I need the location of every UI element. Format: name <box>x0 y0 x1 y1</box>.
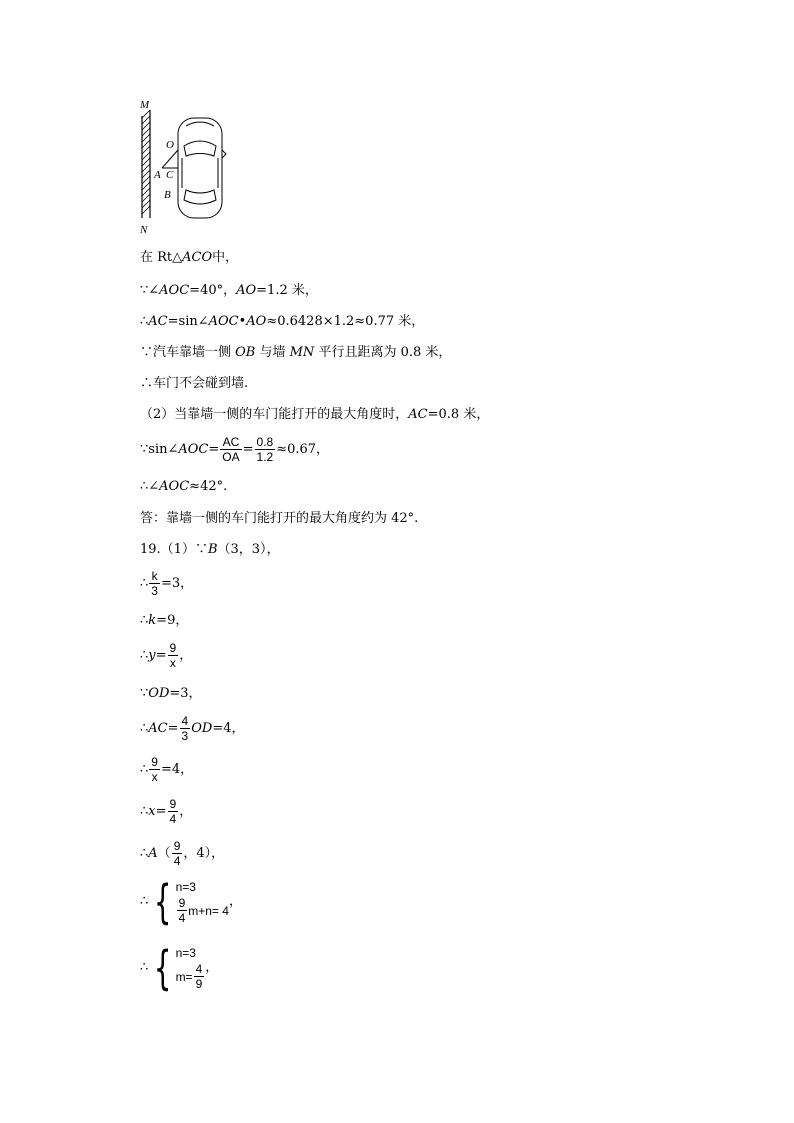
text: =1.2 米， <box>256 283 318 298</box>
system-rows <box>176 878 229 925</box>
text: ∴车门不会碰到墙. <box>140 376 249 391</box>
fraction <box>168 797 179 826</box>
system-row <box>176 962 206 991</box>
text: ∵汽车靠墙一侧 <box>140 345 236 360</box>
line-9 <box>140 510 418 528</box>
text: ∵sin∠ <box>140 442 179 457</box>
denominator: 4 <box>173 854 181 868</box>
fraction <box>194 962 205 991</box>
label-C: C <box>166 169 174 181</box>
var: AOC <box>178 442 209 457</box>
denominator: 1.2 <box>256 450 274 464</box>
text: （3，3） <box>217 542 267 557</box>
text: ∴ <box>140 893 149 909</box>
text: ， <box>211 846 225 861</box>
line-8 <box>140 478 227 496</box>
line-3 <box>140 313 424 331</box>
line-6 <box>140 406 489 424</box>
line-1 <box>140 249 238 267</box>
fraction <box>255 435 276 464</box>
denominator: 4 <box>169 812 177 826</box>
text: ∴ <box>140 762 149 777</box>
numerator: 9 <box>151 755 158 769</box>
text: ， <box>266 542 280 557</box>
denominator: x <box>169 656 176 670</box>
line-10 <box>140 541 280 559</box>
text: 平行且距离为 0.8 米， <box>314 345 452 360</box>
system-row <box>176 896 229 925</box>
text: ， <box>179 648 193 663</box>
label-B: B <box>164 189 171 201</box>
text: = <box>208 442 220 457</box>
text: ∵ <box>140 686 149 701</box>
text: 在 Rt△ <box>140 250 183 265</box>
text: ，4） <box>183 846 212 861</box>
text: ， <box>228 893 242 909</box>
text: =4， <box>212 721 245 736</box>
text: ∴ <box>140 314 149 329</box>
line-20 <box>140 940 219 995</box>
text: m+n= 4 <box>188 903 229 918</box>
text: ∵∠ <box>140 283 160 298</box>
numerator: AC <box>220 435 241 450</box>
equation-system-2 <box>140 940 219 995</box>
line-5 <box>140 375 248 393</box>
text: （2）当靠墙一侧的车门能打开的最大角度时， <box>140 407 409 422</box>
text: = <box>242 442 254 457</box>
text: 中， <box>212 250 239 265</box>
numerator: 9 <box>173 839 181 853</box>
var: k <box>148 613 157 628</box>
denominator: OA <box>222 450 240 464</box>
fraction <box>220 435 241 464</box>
line-18 <box>140 836 224 872</box>
var: ACO <box>182 250 213 265</box>
numerator: 0.8 <box>256 435 274 449</box>
text: = <box>155 804 167 819</box>
var: AO <box>236 283 257 298</box>
numerator: 9 <box>178 896 186 910</box>
brace-icon: { <box>154 874 172 929</box>
var: OD <box>148 686 170 701</box>
text: ， <box>179 804 193 819</box>
text: = <box>155 648 167 663</box>
line-13 <box>140 638 192 674</box>
denominator: 4 <box>178 911 186 925</box>
numerator: k <box>149 569 160 584</box>
text: m= <box>175 969 193 984</box>
numerator: 9 <box>169 641 177 655</box>
line-17 <box>140 794 192 830</box>
text: =40°， <box>189 283 237 298</box>
line-11 <box>140 566 193 602</box>
text: ∴ <box>140 804 149 819</box>
denominator: 3 <box>181 729 189 743</box>
label-A: A <box>154 169 161 181</box>
numerator: 4 <box>181 714 189 728</box>
line-4 <box>140 344 451 362</box>
text: =3， <box>169 686 202 701</box>
line-2 <box>140 282 318 300</box>
var: AO <box>246 314 267 329</box>
label-O: O <box>166 139 174 151</box>
text: ≈42°. <box>189 479 228 494</box>
text: ， <box>205 959 219 975</box>
fraction <box>180 714 191 743</box>
denominator: 9 <box>195 977 203 991</box>
denominator: x <box>151 770 158 784</box>
text: ∴ <box>140 648 149 663</box>
var: B <box>207 542 218 557</box>
text: ≈0.6428×1.2≈0.77 米， <box>266 314 425 329</box>
label-M: M <box>140 99 150 111</box>
var: A <box>148 846 158 861</box>
wall-hatch <box>142 110 150 218</box>
line-12 <box>140 612 188 630</box>
text: =sin∠ <box>167 314 209 329</box>
var: AC <box>408 407 428 422</box>
text: ∴ <box>140 576 149 591</box>
numerator: 4 <box>195 962 203 976</box>
line-19 <box>140 874 242 929</box>
var: AOC <box>159 283 190 298</box>
line-15 <box>140 711 244 747</box>
system-row: n=3 <box>175 880 196 894</box>
text: =4， <box>160 762 194 777</box>
fraction <box>149 755 160 784</box>
var: OD <box>191 721 213 736</box>
var: x <box>148 804 156 819</box>
line-16 <box>140 752 193 788</box>
text: ∴ <box>140 959 149 975</box>
text: 19.（1）∵ <box>140 542 208 557</box>
var: y <box>148 648 156 663</box>
car-outline <box>162 118 226 218</box>
denominator: 3 <box>151 584 158 598</box>
text: = <box>167 721 179 736</box>
numerator: 9 <box>169 797 177 811</box>
system-rows <box>176 944 206 991</box>
var: MN <box>289 345 315 360</box>
car-wall-figure <box>136 96 246 236</box>
var: AC <box>148 314 168 329</box>
fraction <box>177 896 188 925</box>
text: ∴∠ <box>140 479 160 494</box>
var: AC <box>148 721 168 736</box>
text: ∴ <box>140 613 149 628</box>
text: ∴ <box>140 846 149 861</box>
var: OB <box>235 345 256 360</box>
system-row: n=3 <box>175 946 196 960</box>
fraction <box>168 641 179 670</box>
fraction <box>149 569 160 598</box>
text: ∴ <box>140 721 149 736</box>
line-14 <box>140 685 202 703</box>
line-7 <box>140 432 329 468</box>
label-N: N <box>140 224 148 236</box>
equation-system-1 <box>140 874 242 929</box>
text: 与墙 <box>255 345 290 360</box>
text: =9， <box>156 613 189 628</box>
text: • <box>238 314 247 329</box>
fraction <box>172 839 183 868</box>
text: =3， <box>160 576 194 591</box>
text: 答：靠墙一侧的车门能打开的最大角度约为 42°. <box>140 511 419 526</box>
text: =0.8 米， <box>427 407 490 422</box>
var: AOC <box>159 479 190 494</box>
brace-icon: { <box>154 940 172 995</box>
var: AOC <box>208 314 239 329</box>
text: ≈0.67， <box>276 442 330 457</box>
text: （ <box>157 846 171 861</box>
